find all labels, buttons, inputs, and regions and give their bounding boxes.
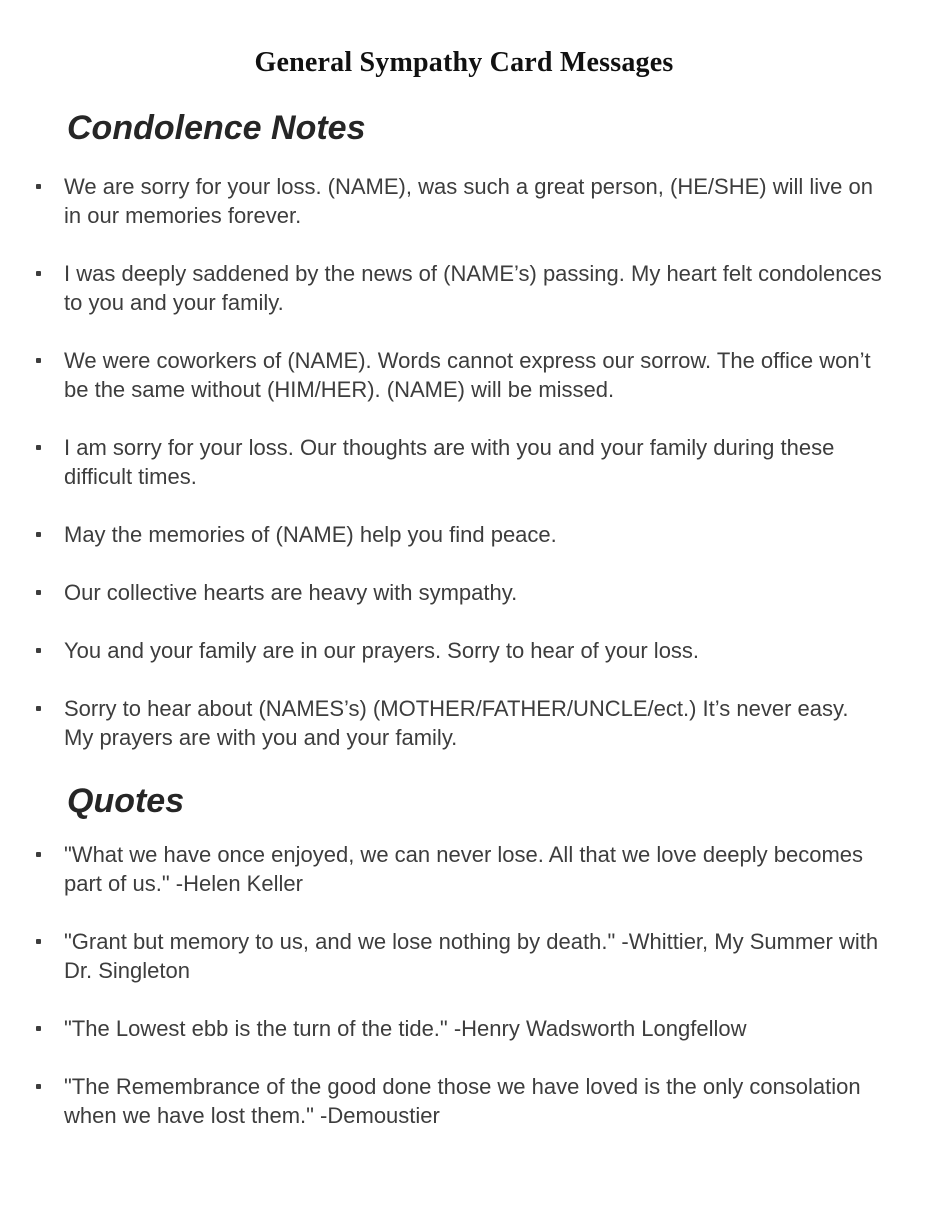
- condolence-notes-list: [0, 172, 928, 752]
- bullet-icon: [36, 852, 41, 857]
- bullet-icon: [36, 1026, 41, 1031]
- list-item-text: "The Remembrance of the good done those we have loved is the only consolation when we have lost them." -Demoustier: [64, 1074, 861, 1128]
- list-item: [0, 520, 928, 549]
- bullet-icon: [36, 939, 41, 944]
- list-item: [0, 172, 928, 230]
- list-item: [0, 433, 928, 491]
- list-item: [0, 927, 928, 985]
- list-item-text: I was deeply saddened by the news of (NAME’s) passing. My heart felt condolences to you and your family.: [64, 261, 882, 315]
- list-item: [0, 840, 928, 898]
- bullet-icon: [36, 358, 41, 363]
- section-heading-condolence-notes: Condolence Notes: [67, 109, 366, 147]
- bullet-icon: [36, 271, 41, 276]
- quotes-list: [0, 840, 928, 1130]
- list-item-text: "What we have once enjoyed, we can never lose. All that we love deeply becomes part of us." -Helen Keller: [64, 842, 864, 896]
- list-item: [0, 259, 928, 317]
- bullet-icon: [36, 706, 41, 711]
- list-item: [0, 1014, 928, 1043]
- list-item-text: I am sorry for your loss. Our thoughts are with you and your family during these difficult times.: [64, 435, 835, 489]
- list-item-text: Our collective hearts are heavy with sympathy.: [64, 580, 518, 605]
- bullet-icon: [36, 445, 41, 450]
- bullet-icon: [36, 532, 41, 537]
- bullet-icon: [36, 590, 41, 595]
- list-item: [0, 1072, 928, 1130]
- section-heading-quotes: Quotes: [67, 782, 185, 820]
- list-item-text: You and your family are in our prayers. Sorry to hear of your loss.: [64, 638, 700, 663]
- bullet-icon: [36, 648, 41, 653]
- document-title: General Sympathy Card Messages: [254, 47, 674, 78]
- list-item-text: We were coworkers of (NAME). Words cannot express our sorrow. The office won’t be the same without (HIM/HER). (NAME) will be missed.: [64, 348, 871, 402]
- list-item-text: "Grant but memory to us, and we lose nothing by death." -Whittier, My Summer with Dr. Singleton: [64, 929, 879, 983]
- list-item-text: Sorry to hear about (NAMES’s) (MOTHER/FATHER/UNCLE/ect.) It’s never easy. My prayers are with you and your family.: [64, 696, 849, 750]
- bullet-icon: [36, 184, 41, 189]
- list-item-text: May the memories of (NAME) help you find peace.: [64, 522, 557, 547]
- list-item: [0, 636, 928, 665]
- bullet-icon: [36, 1084, 41, 1089]
- list-item: [0, 694, 928, 752]
- list-item-text: "The Lowest ebb is the turn of the tide." -Henry Wadsworth Longfellow: [64, 1016, 747, 1041]
- list-item: [0, 346, 928, 404]
- list-item-text: We are sorry for your loss. (NAME), was such a great person, (HE/SHE) will live on in our memories forever.: [64, 174, 873, 228]
- list-item: [0, 578, 928, 607]
